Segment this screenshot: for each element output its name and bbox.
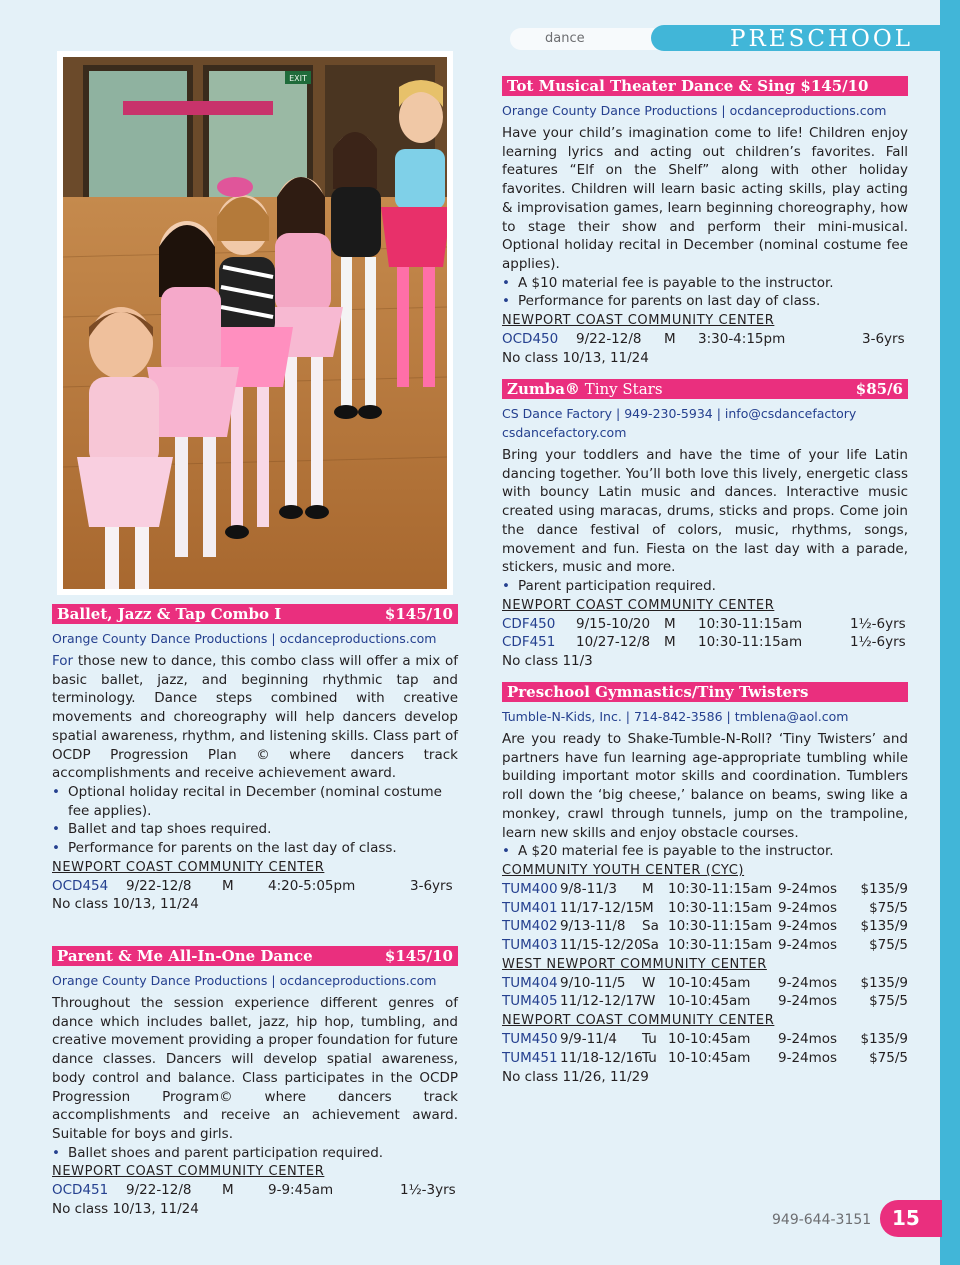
class-title: Zumba® [507, 380, 580, 398]
session-day: M [664, 634, 676, 651]
session-fee: $135/9 [860, 880, 908, 897]
session-row [502, 974, 908, 993]
session-row [502, 1030, 908, 1049]
session-row [52, 877, 458, 896]
session-time: 10:30-11:15am [668, 899, 773, 916]
session-fee: $75/5 [869, 937, 908, 954]
class-title: Ballet, Jazz & Tap Combo I [57, 605, 282, 623]
class-title-bar [52, 604, 458, 624]
class-title-light: Tiny Stars [579, 380, 663, 398]
right-edge-stripe [940, 0, 960, 1265]
class-description: Bring your toddlers and have the time of your life Latin dancing together. You’ll both love this lively, energetic class with bouncy Latin music and dances. Interactive music created using maracas, drums, sticks and props. Come join the dance festival of colors, music, rhythms, songs, movement and fun. Fiesta on the last day with a parade, stickers, music and more. [502, 447, 908, 576]
provider-line: CS Dance Factory | 949-230-5934 | info@csdancefactory csdancefactory.com [502, 406, 857, 440]
bullet-item: • Ballet and tap shoes required. [52, 820, 458, 839]
course-code: OCD451 [52, 1182, 109, 1199]
location-heading: NEWPORT COAST COMMUNITY CENTER [502, 597, 775, 613]
session-row [502, 992, 908, 1011]
session-fee: $135/9 [860, 974, 908, 991]
session-row [502, 899, 908, 918]
bullet-item: • Ballet shoes and parent participation required. [52, 1144, 458, 1163]
session-row [502, 330, 908, 349]
page-number: 15 [880, 1200, 942, 1237]
session-ages: 9-24mos [778, 1049, 838, 1066]
location-heading: WEST NEWPORT COMMUNITY CENTER [502, 956, 767, 972]
session-row [502, 615, 908, 634]
session-day: W [642, 974, 656, 991]
class-preschool-gymnastics [502, 682, 908, 1086]
session-row [502, 936, 908, 955]
no-class-note: No class 10/13, 11/24 [52, 1201, 199, 1218]
bullet-item: • Performance for parents on the last day of class. [52, 839, 458, 858]
location-heading: NEWPORT COAST COMMUNITY CENTER [52, 859, 325, 875]
session-row [52, 1181, 458, 1200]
session-dates: 9/8-11/3 [560, 880, 617, 897]
session-dates: 9/13-11/8 [560, 918, 626, 935]
session-day: M [664, 331, 676, 348]
session-ages: 9-24mos [778, 937, 838, 954]
provider-line: Orange County Dance Productions | ocdanceproductions.com [52, 973, 437, 988]
session-dates: 10/27-12/8 [576, 634, 651, 651]
location-heading: COMMUNITY YOUTH CENTER (CYC) [502, 862, 745, 878]
class-title: Preschool Gymnastics/Tiny Twisters [507, 683, 809, 701]
bullet-item: • A $10 material fee is payable to the instructor. [502, 274, 908, 293]
class-description: Are you ready to Shake-Tumble-N-Roll? ‘Tiny Twisters’ and partners have fun learning age-appropriate tumbling while building important motor skills and coordination. Tumblers roll down the ‘big cheese,’ balance on beams, swing like a monkey, crawl through tunnels, jump on the trampoline, learn new skills and enjoy obstacle courses. [502, 731, 908, 841]
class-title: Parent & Me All-In-One Dance [57, 947, 313, 965]
session-row [502, 917, 908, 936]
class-bullets [502, 577, 908, 596]
course-code: TUM400 [502, 880, 558, 897]
class-tot-musical-theater [502, 76, 908, 367]
session-fee: $135/9 [860, 918, 908, 935]
session-fee: $75/5 [869, 993, 908, 1010]
session-ages: 9-24mos [778, 918, 838, 935]
session-day: Sa [642, 918, 659, 935]
provider-line: Orange County Dance Productions | ocdanceproductions.com [52, 631, 437, 646]
session-time: 10-10:45am [668, 993, 751, 1010]
class-title-bar [52, 946, 458, 966]
class-bullets [502, 274, 908, 311]
session-ages: 9-24mos [778, 880, 838, 897]
session-ages: 1½-6yrs [850, 634, 906, 651]
class-price: $145/10 [384, 605, 453, 623]
session-time: 10-10:45am [668, 974, 751, 991]
session-time: 9-9:45am [268, 1182, 334, 1199]
session-fee: $75/5 [869, 1049, 908, 1066]
session-day: M [664, 615, 676, 632]
session-row [502, 1049, 908, 1068]
class-price: $145/10 [384, 947, 453, 965]
footer-phone: 949-644-3151 [772, 1212, 872, 1228]
class-title-bar [502, 682, 908, 702]
session-ages: 1½-3yrs [400, 1182, 456, 1199]
bullet-item: • A $20 material fee is payable to the instructor. [502, 842, 908, 861]
session-ages: 3-6yrs [410, 877, 453, 894]
session-dates: 9/10-11/5 [560, 974, 626, 991]
course-code: CDF450 [502, 615, 556, 632]
session-row [502, 633, 908, 652]
session-day: W [642, 993, 656, 1010]
dancing-children-photo [57, 51, 453, 595]
session-ages: 9-24mos [778, 974, 838, 991]
session-dates: 11/18-12/16 [560, 1049, 643, 1066]
course-code: CDF451 [502, 634, 556, 651]
session-time: 10:30-11:15am [668, 937, 773, 954]
class-zumba-tiny-stars [502, 379, 908, 671]
no-class-note: No class 10/13, 11/24 [52, 896, 199, 913]
section-banner: PRESCHOOL [651, 25, 943, 51]
provider-line: Orange County Dance Productions | ocdanceproductions.com [502, 103, 887, 118]
session-time: 10:30-11:15am [668, 918, 773, 935]
session-ages: 9-24mos [778, 899, 838, 916]
class-title: Tot Musical Theater Dance & Sing $145/10 [507, 77, 869, 95]
session-time: 10:30-11:15am [668, 880, 773, 897]
session-ages: 9-24mos [778, 1031, 838, 1048]
course-code: TUM450 [502, 1031, 558, 1048]
session-time: 10:30-11:15am [698, 634, 803, 651]
session-time: 10-10:45am [668, 1031, 751, 1048]
class-bullets [52, 1144, 458, 1163]
session-dates: 11/12-12/17 [560, 993, 643, 1010]
session-day: M [222, 1182, 234, 1199]
class-description: Throughout the session experience different genres of dance which includes ballet, jazz, hip hop, tumbling, and creative movement providing a proper foundation for future dance classes. Dancers will develop spatial awareness, body control and balance. Class participates in the OCDP Progression Program© where dancers track accomplishments and receive an achievement award. Suitable for boys and girls. [52, 995, 458, 1142]
location-heading: NEWPORT COAST COMMUNITY CENTER [502, 1013, 775, 1029]
session-row [502, 880, 908, 899]
class-description: For those new to dance, this combo class will offer a mix of basic ballet, jazz, and beginning rhythmic tap and terminology. Dance steps combined with creative movements and choreography will help dancers develop spatial awareness, rhythm, and listening skills. Class part of OCDP Progression Plan © where dancers track accomplishments and receive achievement award. [52, 653, 458, 782]
session-groups [502, 861, 908, 1068]
session-dates: 9/15-10/20 [576, 615, 651, 632]
session-ages: 3-6yrs [862, 331, 905, 348]
session-time: 10-10:45am [668, 1049, 751, 1066]
session-dates: 11/15-12/20 [560, 937, 643, 954]
session-day: Tu [642, 1031, 657, 1048]
session-ages: 9-24mos [778, 993, 838, 1010]
session-time: 3:30-4:15pm [698, 331, 786, 348]
course-code: TUM402 [502, 918, 558, 935]
course-code: OCD454 [52, 877, 109, 894]
session-day: M [642, 899, 654, 916]
session-day: Tu [642, 1049, 657, 1066]
session-fee: $135/9 [860, 1031, 908, 1048]
svg-text:EXIT: EXIT [289, 74, 307, 83]
class-bullets [52, 783, 458, 858]
location-heading: NEWPORT COAST COMMUNITY CENTER [502, 313, 775, 329]
class-bullets [502, 842, 908, 861]
provider-line: Tumble-N-Kids, Inc. | 714-842-3586 | tmblena@aol.com [502, 709, 849, 724]
class-parent-and-me [52, 946, 458, 1219]
session-day: Sa [642, 937, 659, 954]
location-heading: NEWPORT COAST COMMUNITY CENTER [52, 1164, 325, 1180]
course-code: TUM451 [502, 1049, 558, 1066]
session-time: 10:30-11:15am [698, 615, 803, 632]
session-dates: 9/22-12/8 [126, 1182, 192, 1199]
class-ballet-jazz-tap [52, 604, 458, 914]
bullet-item: • Parent participation required. [502, 577, 908, 596]
class-description: Have your child’s imagination come to life! Children enjoy learning lyrics and acting out children’s favorites. Fall features “Elf on the Shelf” along with other holiday favorites. Children will learn basic acting skills, play acting & improvisation games, learn beginning choreography, how to stage their show and perform their mini-musical. Optional holiday recital in December (nominal costume fee applies). [502, 125, 908, 272]
session-time: 4:20-5:05pm [268, 877, 356, 894]
course-code: OCD450 [502, 331, 559, 348]
session-fee: $75/5 [869, 899, 908, 916]
session-day: M [642, 880, 654, 897]
class-title-bar [502, 379, 908, 399]
class-title-bar [502, 76, 908, 96]
course-code: TUM401 [502, 899, 558, 916]
class-price: $85/6 [855, 380, 903, 398]
bullet-item: • Performance for parents on last day of class. [502, 292, 908, 311]
session-day: M [222, 877, 234, 894]
session-dates: 9/9-11/4 [560, 1031, 617, 1048]
no-class-note: No class 11/26, 11/29 [502, 1068, 649, 1085]
category-tab: dance [510, 28, 685, 50]
session-dates: 11/17-12/15 [560, 899, 643, 916]
no-class-note: No class 10/13, 11/24 [502, 349, 649, 366]
course-code: TUM403 [502, 937, 558, 954]
no-class-note: No class 11/3 [502, 653, 593, 670]
session-ages: 1½-6yrs [850, 615, 906, 632]
session-dates: 9/22-12/8 [126, 877, 192, 894]
session-dates: 9/22-12/8 [576, 331, 642, 348]
bullet-item: • Optional holiday recital in December (nominal costume fee applies). [52, 783, 458, 820]
course-code: TUM404 [502, 974, 558, 991]
course-code: TUM405 [502, 993, 558, 1010]
